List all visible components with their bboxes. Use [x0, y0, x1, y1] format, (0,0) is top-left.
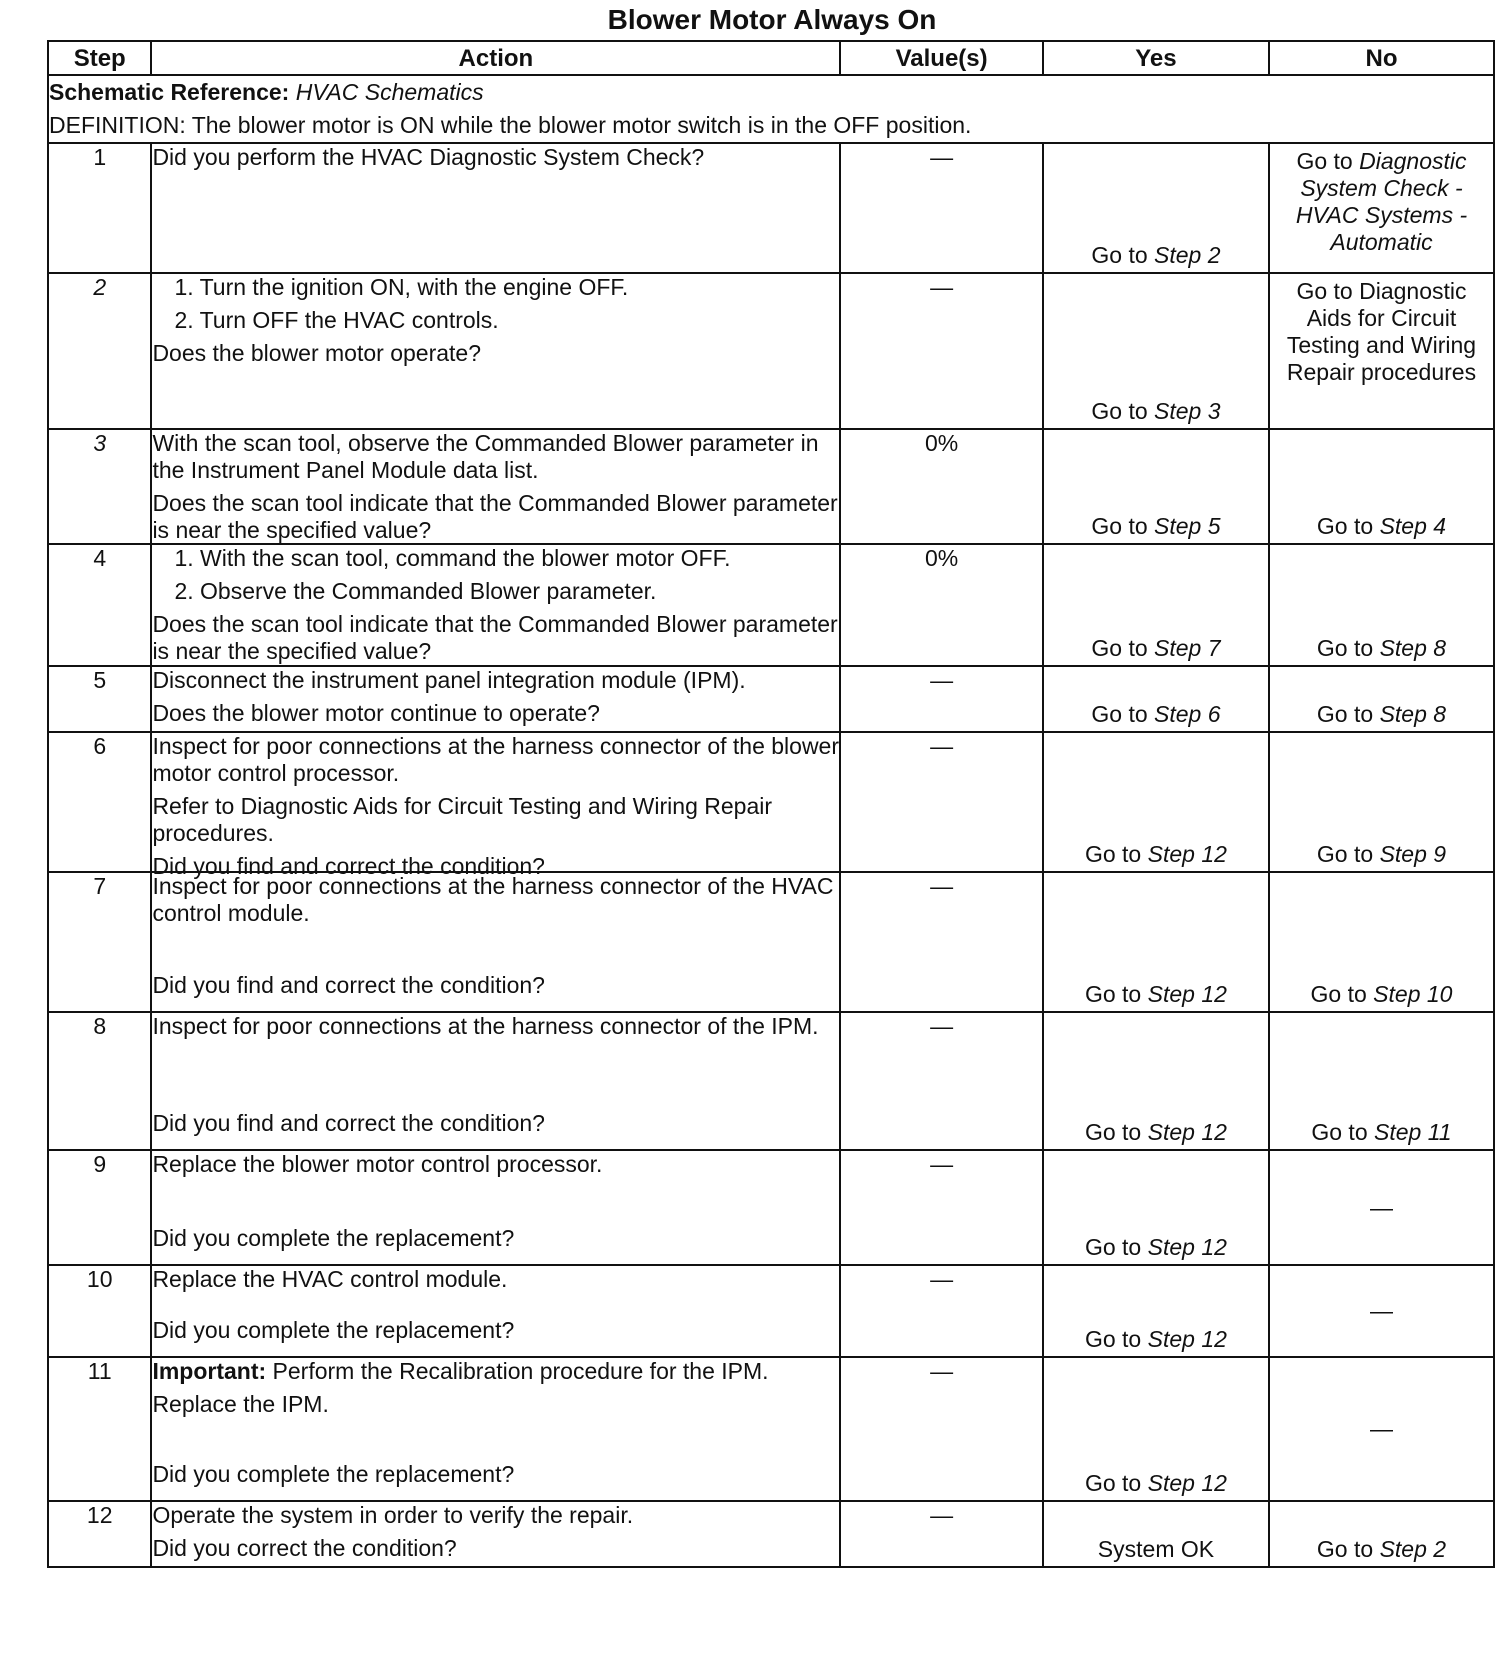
- no-cell: [1269, 1357, 1494, 1501]
- action-content: [152, 430, 839, 543]
- action-bottom: [152, 1225, 839, 1258]
- yes-result[interactable]: System OK: [1097, 1536, 1215, 1562]
- action-content: [152, 1502, 839, 1560]
- no-cell: [1269, 732, 1494, 872]
- yes-cell: [1043, 732, 1269, 872]
- value-cell: —: [840, 1150, 1043, 1265]
- table-row: [48, 1265, 1494, 1357]
- no-text-line: Aids for Circuit: [1306, 305, 1457, 331]
- yes-cell: [1043, 1357, 1269, 1501]
- yes-step-link[interactable]: Step 2: [1154, 242, 1221, 268]
- action-list-item: 2. Turn OFF the HVAC controls.: [174, 307, 499, 333]
- action-list-item: 2. Observe the Commanded Blower parameter.: [174, 578, 657, 604]
- yes-result[interactable]: Go to Step 12: [1084, 1470, 1227, 1496]
- action-cell: [151, 872, 840, 1012]
- step-number: 2: [48, 273, 151, 429]
- yes-cell: [1043, 1265, 1269, 1357]
- action-top: [152, 430, 839, 550]
- yes-cell: [1043, 143, 1269, 273]
- yes-result[interactable]: Go to Step 12: [1084, 841, 1227, 867]
- value-cell: —: [840, 1265, 1043, 1357]
- action-content: [152, 733, 840, 879]
- yes-step-link[interactable]: Step 12: [1147, 1470, 1227, 1496]
- header-action: Action: [151, 41, 840, 75]
- yes-step-link[interactable]: Step 7: [1154, 635, 1221, 661]
- action-top: [152, 274, 839, 373]
- no-dash: —: [1369, 1297, 1393, 1324]
- action-content: [152, 1358, 839, 1494]
- header-step: Step: [48, 41, 151, 75]
- action-question: Did you find and correct the condition?: [152, 972, 545, 998]
- yes-cell: [1043, 872, 1269, 1012]
- action-cell: [151, 1012, 840, 1150]
- header-row: [48, 41, 1494, 75]
- page-title: Blower Motor Always On: [607, 4, 937, 35]
- action-text: Replace the HVAC control module.: [152, 1266, 508, 1292]
- yes-step-link[interactable]: Step 3: [1154, 398, 1221, 424]
- action-content: [152, 1013, 839, 1143]
- action-cell: [151, 143, 840, 273]
- value-cell: —: [840, 872, 1043, 1012]
- value-cell: 0%: [840, 544, 1043, 666]
- action-text: Does the blower motor operate?: [152, 340, 482, 366]
- table-row: [48, 1150, 1494, 1265]
- no-text-line: Testing and Wiring: [1286, 332, 1477, 358]
- yes-step-link[interactable]: Step 5: [1154, 513, 1221, 539]
- action-text: Replace the IPM.: [152, 1391, 329, 1417]
- no-step-link[interactable]: Step 10: [1373, 981, 1453, 1007]
- value-cell: —: [840, 143, 1043, 273]
- value-cell: —: [840, 1501, 1043, 1567]
- action-cell: [151, 273, 840, 429]
- action-cell: [151, 544, 840, 666]
- action-text: Inspect for poor connections at the harness connector of the blower motor control processor.: [152, 733, 840, 786]
- header-values: Value(s): [840, 41, 1043, 75]
- step-number: 7: [48, 872, 151, 1012]
- action-text: Does the scan tool indicate that the Commanded Blower parameter is near the specified value?: [152, 490, 838, 543]
- action-top: [152, 1266, 839, 1299]
- step-number: 10: [48, 1265, 151, 1357]
- action-cell: [151, 732, 840, 879]
- step-number: 5: [48, 666, 151, 732]
- yes-step-link[interactable]: Step 12: [1147, 1326, 1227, 1352]
- yes-result[interactable]: Go to Step 12: [1084, 1119, 1227, 1145]
- action-text: Operate the system in order to verify the repair.: [152, 1502, 634, 1528]
- no-cell: [1269, 666, 1494, 732]
- action-question: Did you find and correct the condition?: [152, 1110, 545, 1136]
- yes-result[interactable]: Go to Step 6: [1091, 701, 1221, 727]
- action-text: Disconnect the instrument panel integration module (IPM).: [152, 667, 746, 693]
- action-bottom: [152, 1461, 839, 1494]
- no-step-link[interactable]: Step 8: [1379, 635, 1447, 661]
- action-text: Inspect for poor connections at the harness connector of the HVAC control module.: [152, 873, 834, 926]
- table-row: [48, 273, 1494, 429]
- no-cell: [1269, 273, 1494, 429]
- action-top: [152, 733, 839, 853]
- value-cell: —: [840, 732, 1043, 872]
- definition-text: DEFINITION: The blower motor is ON while the blower motor switch is in the OFF position.: [49, 112, 972, 138]
- action-cell: [151, 1265, 840, 1357]
- table-row: [48, 429, 1494, 544]
- no-text-line: Go to Diagnostic: [1296, 278, 1467, 304]
- action-content: [152, 1266, 839, 1350]
- action-cell: [151, 1357, 840, 1501]
- no-text-line: Go to Diagnostic: [1296, 148, 1467, 174]
- no-cell: [1269, 1150, 1494, 1265]
- action-list-item: 1. Turn the ignition ON, with the engine OFF.: [174, 274, 629, 300]
- no-result[interactable]: Go to Step 2: [1316, 1536, 1447, 1562]
- action-text: Inspect for poor connections at the harness connector of the IPM.: [152, 1013, 819, 1039]
- value-cell: —: [840, 273, 1043, 429]
- action-top: [152, 144, 839, 177]
- no-step-link[interactable]: Step 4: [1379, 513, 1447, 539]
- yes-result[interactable]: Go to Step 12: [1084, 1234, 1227, 1260]
- header-no: No: [1269, 41, 1494, 75]
- schematic-reference-row: [48, 75, 1494, 143]
- action-question: Did you complete the replacement?: [152, 1461, 515, 1487]
- value-cell: 0%: [840, 429, 1043, 544]
- yes-cell: [1043, 1012, 1269, 1150]
- action-top: [152, 1502, 839, 1568]
- action-text: Refer to Diagnostic Aids for Circuit Testing and Wiring Repair procedures.: [152, 793, 772, 846]
- action-text: Replace the blower motor control processor.: [152, 1151, 603, 1177]
- no-text-line: Repair procedures: [1286, 359, 1477, 385]
- yes-cell: [1043, 544, 1269, 666]
- action-content: [152, 667, 839, 725]
- action-top: [152, 1151, 839, 1184]
- yes-cell: [1043, 273, 1269, 429]
- action-question: Did you complete the replacement?: [152, 1317, 515, 1343]
- yes-step-link[interactable]: Step 12: [1147, 841, 1227, 867]
- step-number: 4: [48, 544, 151, 666]
- action-text: Did you correct the condition?: [152, 1535, 457, 1561]
- action-cell: [151, 1501, 840, 1567]
- action-question: Did you find and correct the condition?: [152, 853, 545, 879]
- yes-step-link[interactable]: Step 12: [1147, 1234, 1227, 1260]
- yes-result[interactable]: Go to Step 3: [1091, 398, 1221, 424]
- action-content: [152, 545, 839, 664]
- yes-step-link[interactable]: Step 12: [1147, 981, 1227, 1007]
- yes-result[interactable]: Go to Step 2: [1091, 242, 1221, 268]
- no-text-line: System Check -: [1300, 175, 1463, 201]
- yes-result[interactable]: Go to Step 5: [1091, 513, 1221, 539]
- no-text-line: HVAC Systems -: [1295, 202, 1468, 228]
- yes-cell: [1043, 666, 1269, 732]
- action-top: [152, 1358, 839, 1424]
- step-number: 9: [48, 1150, 151, 1265]
- value-cell: —: [840, 1012, 1043, 1150]
- value-cell: —: [840, 1357, 1043, 1501]
- action-top: [152, 667, 839, 733]
- no-dash: —: [1369, 1415, 1393, 1442]
- no-text-line: Automatic: [1330, 229, 1433, 255]
- yes-result[interactable]: Go to Step 12: [1084, 1326, 1227, 1352]
- action-question: Did you complete the replacement?: [152, 1225, 515, 1251]
- no-result[interactable]: Go to Step 10: [1310, 981, 1453, 1007]
- step-number: 3: [48, 429, 151, 544]
- action-text: With the scan tool, observe the Commanded Blower parameter in the Instrument Panel Module data list.: [152, 430, 819, 483]
- diagnostic-table: [47, 40, 1495, 1568]
- yes-cell: [1043, 1501, 1269, 1567]
- action-text: Does the scan tool indicate that the Commanded Blower parameter is near the specified value?: [152, 611, 838, 664]
- no-result[interactable]: Go to Step 9: [1316, 841, 1447, 867]
- schematic-reference-link[interactable]: HVAC Schematics: [295, 79, 484, 105]
- action-cell: [151, 1150, 840, 1265]
- header-yes: Yes: [1043, 41, 1269, 75]
- step-number: 8: [48, 1012, 151, 1150]
- action-text: Does the blower motor continue to operate?: [152, 700, 600, 726]
- no-step-link[interactable]: Step 2: [1379, 1536, 1447, 1562]
- important-text: Perform the Recalibration procedure for the IPM.: [272, 1358, 769, 1384]
- action-top: [152, 873, 839, 933]
- action-top: [152, 545, 839, 671]
- no-cell: [1269, 544, 1494, 666]
- action-top: [152, 1013, 839, 1046]
- no-step-link[interactable]: Step 11: [1374, 1119, 1452, 1145]
- no-result[interactable]: [1270, 274, 1493, 390]
- action-text: Did you perform the HVAC Diagnostic System Check?: [152, 144, 705, 170]
- no-cell: [1269, 1012, 1494, 1150]
- yes-step-link[interactable]: Step 12: [1147, 1119, 1227, 1145]
- action-content: [152, 274, 839, 422]
- no-cell: [1269, 429, 1494, 544]
- no-step-link[interactable]: Step 9: [1379, 841, 1447, 867]
- no-cell: [1269, 872, 1494, 1012]
- no-result[interactable]: Go to Step 4: [1316, 513, 1447, 539]
- important-label: Important:: [152, 1358, 267, 1384]
- yes-result[interactable]: Go to Step 12: [1084, 981, 1227, 1007]
- table-row: [48, 666, 1494, 732]
- no-result[interactable]: [1270, 144, 1493, 260]
- important-note: [152, 1358, 839, 1385]
- table-row: [48, 544, 1494, 666]
- no-dash: —: [1369, 1194, 1393, 1220]
- yes-cell: [1043, 429, 1269, 544]
- step-number: 11: [48, 1357, 151, 1501]
- action-cell: [151, 666, 840, 732]
- no-result[interactable]: Go to Step 11: [1311, 1119, 1452, 1145]
- table-row: [48, 732, 1494, 872]
- table-row: [48, 143, 1494, 273]
- yes-cell: [1043, 1150, 1269, 1265]
- no-step-link[interactable]: Step 8: [1379, 701, 1447, 727]
- no-cell: [1269, 1265, 1494, 1357]
- action-bottom: [152, 1110, 839, 1143]
- action-list-item: 1. With the scan tool, command the blower motor OFF.: [174, 545, 731, 571]
- no-cell: [1269, 143, 1494, 273]
- step-number: 1: [48, 143, 151, 273]
- no-result[interactable]: Go to Step 8: [1316, 635, 1447, 661]
- schematic-reference-label: Schematic Reference:: [49, 79, 290, 105]
- step-number: 12: [48, 1501, 151, 1567]
- table-row: [48, 872, 1494, 1012]
- yes-step-link[interactable]: Step 6: [1154, 701, 1221, 727]
- value-cell: —: [840, 666, 1043, 732]
- action-bottom: [152, 1317, 839, 1350]
- action-content: [152, 144, 839, 266]
- table-row: [48, 1357, 1494, 1501]
- action-content: [152, 1151, 839, 1258]
- no-result[interactable]: Go to Step 8: [1316, 701, 1447, 727]
- yes-result[interactable]: Go to Step 7: [1091, 635, 1221, 661]
- step-number: 6: [48, 732, 151, 872]
- table-row: [48, 1501, 1494, 1567]
- action-content: [152, 873, 839, 1005]
- no-cell: [1269, 1501, 1494, 1567]
- no-link-text[interactable]: Diagnostic: [1359, 148, 1467, 174]
- table-row: [48, 1012, 1494, 1150]
- action-bottom: [152, 972, 839, 1005]
- action-cell: [151, 429, 840, 544]
